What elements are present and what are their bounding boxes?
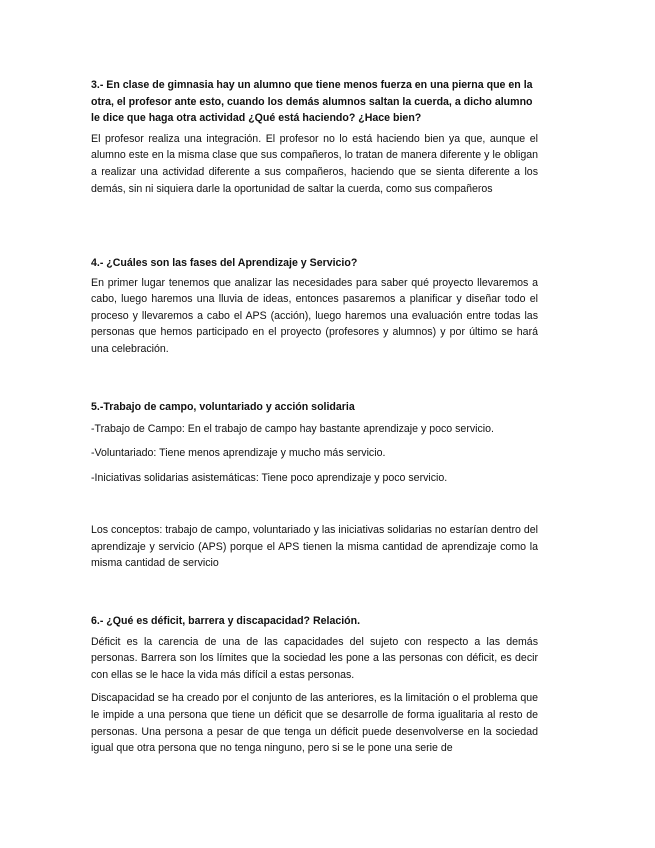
section-5 bbox=[91, 399, 538, 486]
section-5-heading: 5.-Trabajo de campo, voluntariado y acción solidaria bbox=[91, 401, 355, 413]
section-3-heading: 3.- En clase de gimnasia hay un alumno que tiene menos fuerza en una pierna que en la otra, el profesor ante esto, cuando los demás alumnos saltan la cuerda, a dicho alumno le dice que haga otra actividad ¿Qué está haciendo? ¿Hace bien? bbox=[91, 79, 533, 125]
list-item: -Voluntariado: Tiene menos aprendizaje y mucho más servicio. bbox=[91, 447, 386, 460]
section-6 bbox=[91, 613, 538, 757]
section-4-heading: 4.- ¿Cuáles son las fases del Aprendizaje y Servicio? bbox=[91, 257, 358, 269]
section-4-answer: En primer lugar tenemos que analizar las necesidades para saber qué proyecto llevaremos a cabo, luego haremos una lluvia de ideas, entonces pasaremos a planificar y diseñar todo el proceso y llevaremos a cabo el APS (acción), luego haremos una evaluación entre todas las personas que hemos participado en el proyecto (profesores y alumnos) y por último se hará una celebración. bbox=[91, 276, 538, 355]
section-5-conclusion bbox=[91, 522, 538, 572]
section-6-paragraph-2: Discapacidad se ha creado por el conjunto de las anteriores, es la limitación o el problema que le impide a una persona que tiene un déficit que se desarrolle de forma igualitaria al resto de personas. Una persona a pesar de que tenga un déficit puede desenvolverse en la sociedad igual que otra persona que no tenga ninguno, pero si se le pone una serie de bbox=[91, 692, 538, 755]
section-6-heading: 6.- ¿Qué es déficit, barrera y discapacidad? Relación. bbox=[91, 615, 361, 627]
list-item: -Trabajo de Campo: En el trabajo de campo hay bastante aprendizaje y poco servicio. bbox=[91, 422, 494, 435]
section-6-paragraph-1: Déficit es la carencia de una de las capacidades del sujeto con respecto a las demás personas. Barrera son los límites que la sociedad les pone a las personas con déficit, es decir con ellas se le hace la vida más difícil a estas personas. bbox=[91, 635, 538, 681]
section-5-conclusion-text: Los conceptos: trabajo de campo, voluntariado y las iniciativas solidarias no estarían dentro del aprendizaje y servicio (APS) porque el APS tienen la misma cantidad de aprendizaje como la misma cantidad de servicio bbox=[91, 524, 538, 570]
section-4 bbox=[91, 255, 538, 358]
section-3-answer: El profesor realiza una integración. El profesor no lo está haciendo bien ya que, aunque el alumno este en la misma clase que sus compañeros, lo tratan de manera diferente y le obligan a realizar una actividad diferente a sus compañeros, haciendo que se sienta diferente a los demás, sin ni siquiera darle la oportunidad de saltar la cuerda, como sus compañeros bbox=[91, 132, 538, 195]
list-item: -Iniciativas solidarias asistemáticas: Tiene poco aprendizaje y poco servicio. bbox=[91, 471, 448, 484]
section-3 bbox=[91, 77, 538, 197]
